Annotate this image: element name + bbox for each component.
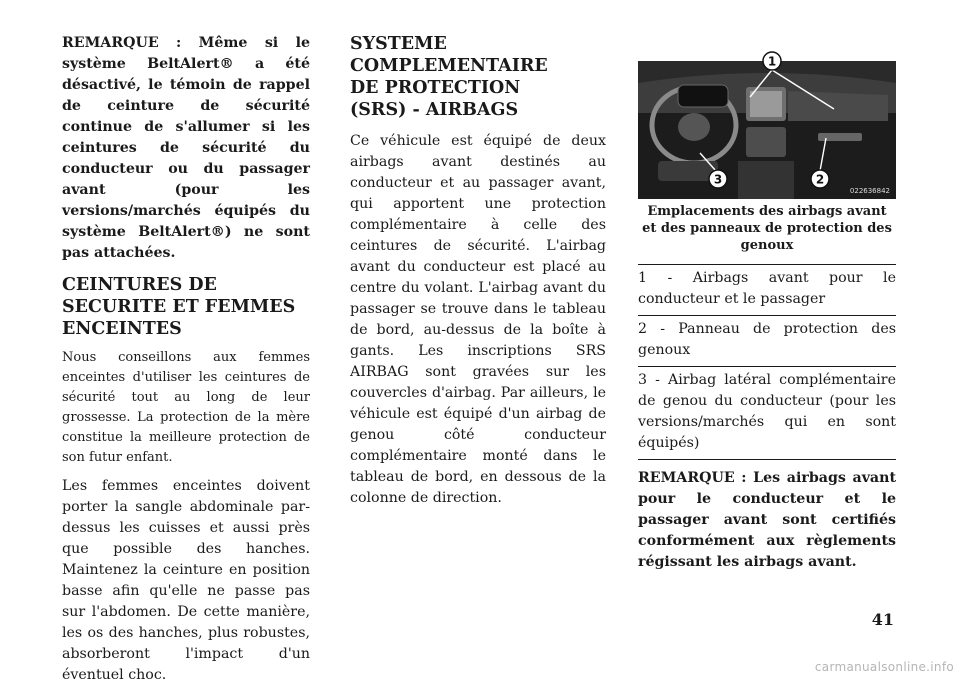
legend-item-1: 1 - Airbags avant pour le conducteur et le passager	[638, 265, 896, 316]
dashboard-illustration	[638, 43, 896, 199]
page-number: 41	[871, 610, 894, 629]
figure-code: 022636842	[849, 187, 890, 195]
airbag-certification-note: REMARQUE : Les airbags avant pour le conducteur et le passager avant sont certifiés conformément aux règlements régissant les airbags avant.	[638, 470, 896, 570]
middle-column	[350, 33, 606, 509]
table-row	[638, 316, 896, 367]
pregnancy-paragraph-1: Nous conseillons aux femmes enceintes d'utiliser les ceintures de sécurité tout au long de leur grossesse. La protection de la mère constitue la meilleure protection de son futur enfant.	[62, 350, 310, 465]
callout-1	[763, 52, 781, 70]
pregnancy-heading: CEINTURES DE SECURITE ET FEMMES ENCEINTES	[62, 275, 296, 339]
figure-caption: Emplacements des airbags avant et des panneaux de protection des genoux	[642, 204, 892, 253]
legend-item-2: 2 - Panneau de protection des genoux	[638, 316, 896, 367]
legend-item-3: 3 - Airbag latéral complémentaire de genou du conducteur (pour les versions/marchés qui en sont équipés)	[638, 367, 896, 460]
watermark: carmanualsonline.info	[814, 660, 954, 674]
svg-text:3: 3	[713, 172, 723, 187]
callout-3	[709, 170, 727, 188]
srs-heading: SYSTEME COMPLEMENTAIRE DE PROTECTION (SRS) - AIRBAGS	[350, 34, 548, 120]
table-row	[638, 367, 896, 460]
pregnancy-paragraph-2: Les femmes enceintes doivent porter la sangle abdominale par-dessus les cuisses et aussi près que possible des hanches. Maintenez la ceinture en position basse afin qu'elle ne passe pas sur l'abdomen. De cette manière, les os des hanches, plus robustes, absorberont l'impact d'un éventuel choc.	[62, 478, 310, 683]
right-column	[638, 33, 896, 573]
table-row	[638, 265, 896, 316]
svg-text:2: 2	[815, 172, 825, 187]
left-column	[62, 33, 310, 686]
airbag-legend-table	[638, 264, 896, 460]
svg-text:1: 1	[767, 54, 777, 69]
beltalert-note: REMARQUE : Même si le système BeltAlert® a été désactivé, le témoin de rappel de ceinture de sécurité continue de s'allumer si les ceintures de sécurité du conducteur ou du passager avant (pour les versions/marchés équipés du système BeltAlert®) ne sont pas attachées.	[62, 35, 310, 261]
dashboard-airbag-figure	[638, 43, 896, 199]
callout-2	[811, 170, 829, 188]
srs-paragraph: Ce véhicule est équipé de deux airbags avant destinés au conducteur et au passager avant, qui apportent une protection complémentaire à celle des ceintures de sécurité. L'airbag avant du conducteur est placé au centre du volant. L'airbag avant du passager se trouve dans le tableau de bord, au-dessus de la boîte à gants. Les inscriptions SRS AIRBAG sont gravées sur les couvercles d'airbag. Par ailleurs, le véhicule est équipé d'un airbag de genou côté conducteur complémentaire monté dans le tableau de bord, en dessous de la colonne de direction.	[350, 133, 606, 506]
